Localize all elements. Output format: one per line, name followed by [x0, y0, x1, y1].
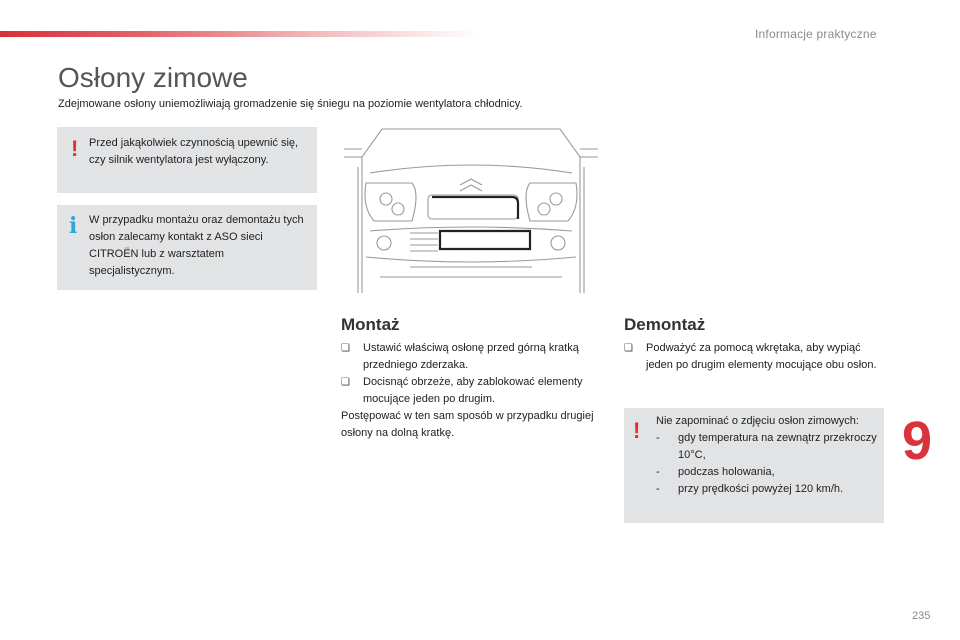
page-number: 235	[912, 610, 931, 622]
montaz-heading: Montaż	[341, 315, 400, 334]
montaz-step	[341, 340, 601, 374]
info-box	[57, 205, 317, 290]
demontaz-heading: Demontaż	[624, 315, 706, 334]
warning-text: Przed jakąkolwiek czynnością upewnić się, czy silnik wentylatora jest wyłączony.	[89, 137, 299, 166]
warning-box	[57, 127, 317, 193]
list-item: - gdy temperatura na zewnątrz przekroczy 10°C,	[656, 430, 878, 464]
demontaz-section	[624, 340, 884, 374]
exclamation-icon: !	[71, 136, 79, 161]
list-item: - przy prędkości powyżej 120 km/h.	[656, 481, 878, 498]
step-text: Ustawić właściwą osłonę przed górną kratką przedniego zderzaka.	[363, 342, 579, 371]
section-header: Informacje praktyczne	[755, 27, 877, 41]
demontaz-step	[624, 340, 884, 374]
reminder-intro: Nie zapominać o zdjęciu osłon zimowych:	[656, 415, 859, 427]
intro-text: Zdejmowane osłony uniemożliwiają gromadzenie się śniegu na poziomie wentylatora chłodnicy.	[58, 98, 523, 110]
reminder-item: przy prędkości powyżej 120 km/h.	[678, 483, 844, 495]
montaz-section	[341, 340, 601, 442]
reminder-box	[624, 408, 884, 523]
reminder-content	[656, 413, 878, 498]
info-icon: i	[69, 213, 78, 239]
header-accent-bar	[0, 31, 480, 37]
step-text: Docisnąć obrzeże, aby zablokować elementy mocujące jeden po drugim.	[363, 376, 583, 405]
reminder-item: gdy temperatura na zewnątrz przekroczy 10°C,	[678, 432, 877, 461]
page-title: Osłony zimowe	[58, 62, 248, 93]
montaz-step	[341, 374, 601, 408]
reminder-item: podczas holowania,	[678, 466, 775, 478]
info-text: W przypadku montażu oraz demontażu tych osłon zalecamy kontakt z ASO sieci CITROËN lub z warsztatem specjalistycznym.	[89, 214, 304, 277]
montaz-note: Postępować w ten sam sposób w przypadku drugiej osłony na dolną kratkę.	[341, 410, 594, 439]
list-item: - podczas holowania,	[656, 464, 878, 481]
car-front-illustration	[340, 127, 602, 295]
checkbox-icon: ❏	[624, 343, 633, 354]
step-text: Podważyć za pomocą wkrętaka, aby wypiąć jeden po drugim elementy mocujące obu osłon.	[646, 342, 877, 371]
exclamation-icon: !	[633, 418, 641, 443]
checkbox-icon: ❏	[341, 377, 350, 388]
chapter-number: 9	[902, 411, 933, 471]
checkbox-icon: ❏	[341, 343, 350, 354]
